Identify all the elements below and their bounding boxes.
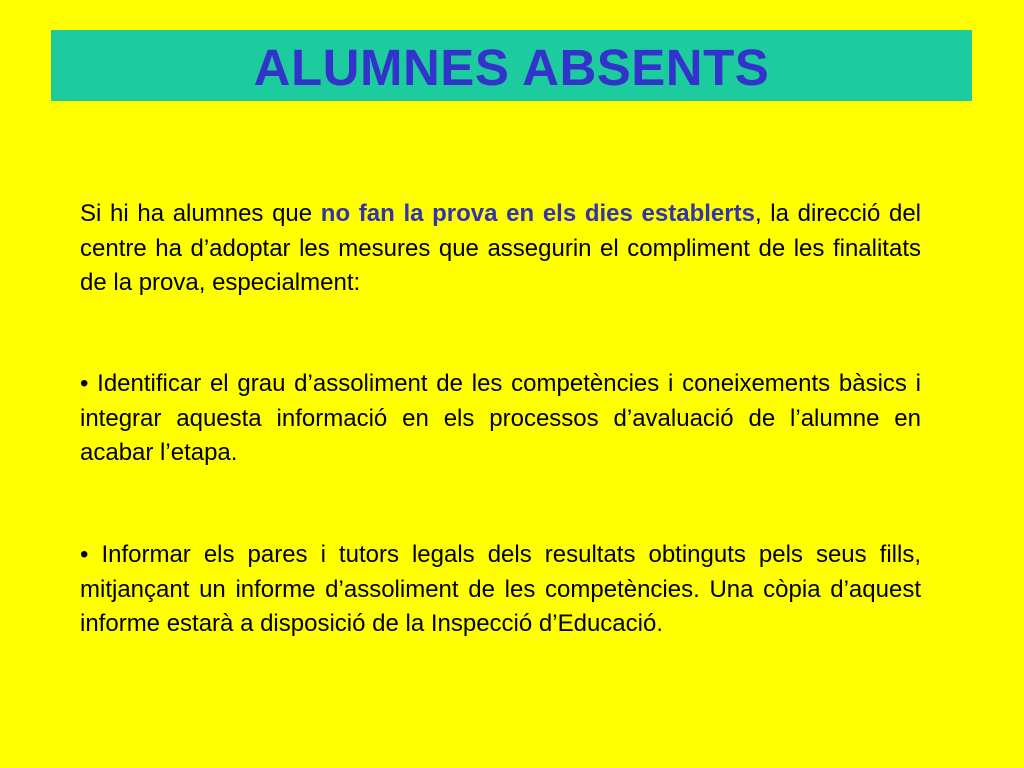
intro-text-before: Si hi ha alumnes que bbox=[80, 200, 321, 227]
intro-text-after: , la direcció del centre ha d’adoptar les mesures que assegurin el compliment de les finalitats de la prova, especialment: bbox=[80, 200, 922, 296]
bullet-marker: • bbox=[80, 541, 89, 568]
intro-paragraph bbox=[80, 197, 921, 301]
bullet-text: Informar els pares i tutors legals dels resultats obtinguts pels seus fills, mitjançant un informe d’assoliment de les competències. Una còpia d’aquest informe estarà a disposició de la Inspecció d’Educació. bbox=[80, 541, 922, 637]
bullet-item bbox=[80, 538, 921, 642]
bullet-item bbox=[80, 367, 921, 471]
slide-title: ALUMNES ABSENTS bbox=[253, 39, 770, 96]
bullet-marker: • bbox=[80, 370, 89, 397]
intro-highlight: no fan la prova en els dies establerts bbox=[320, 200, 755, 227]
title-bar bbox=[51, 30, 972, 101]
bullet-text: Identificar el grau d’assoliment de les competències i coneixements bàsics i integrar aquesta informació en els processos d’avaluació de l’alumne en acabar l’etapa. bbox=[80, 370, 921, 466]
